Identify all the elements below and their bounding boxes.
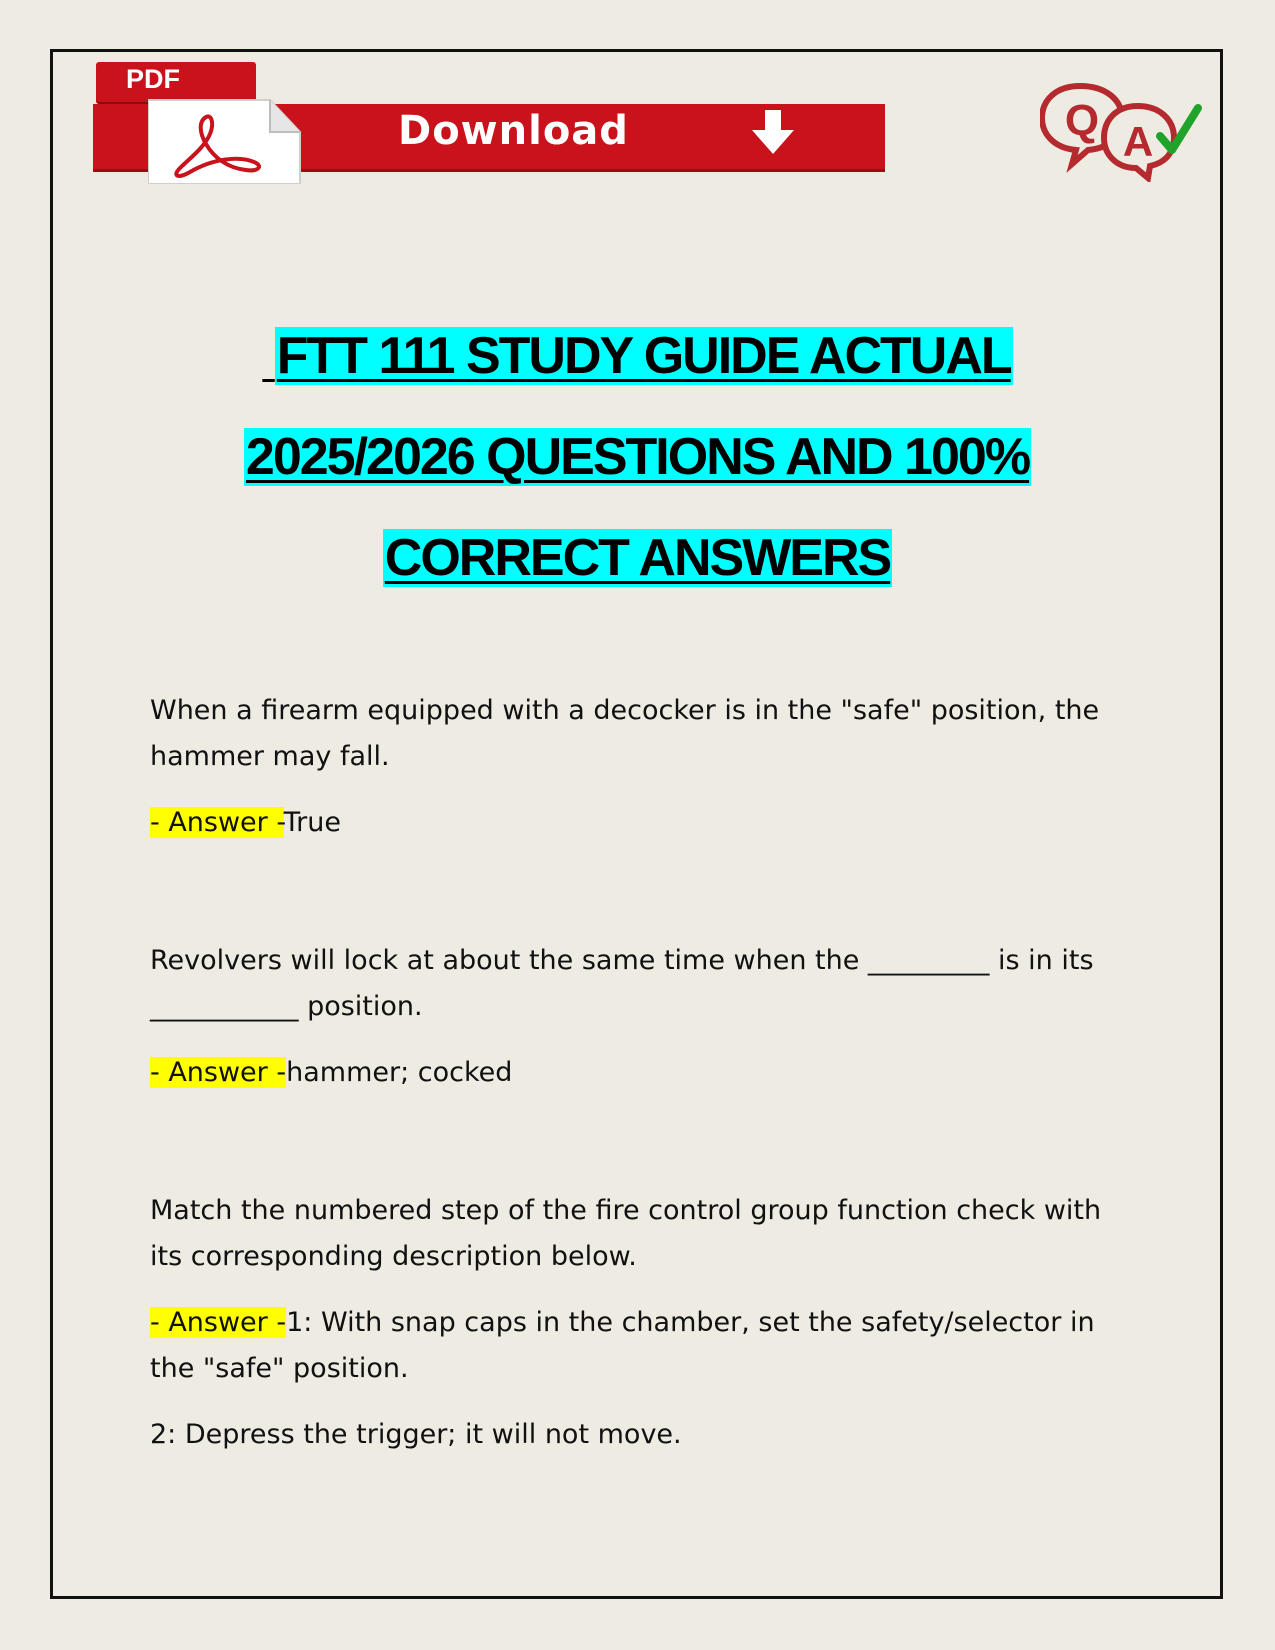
question-text: When a firearm equipped with a decocker is in the "safe" position, the hammer may fall. (150, 695, 1100, 772)
answer-text: 1: With snap caps in the chamber, set the safety/selector in the "safe" position. (150, 1307, 1095, 1384)
answer-line (150, 800, 1130, 846)
title-line-1-text: FTT 111 STUDY GUIDE ACTUAL (276, 327, 1011, 385)
pdf-document-icon (148, 62, 308, 184)
title-line-3 (0, 508, 1275, 609)
document-title (0, 306, 1275, 609)
title-line-2-text: 2025/2026 QUESTIONS AND 100% (245, 428, 1030, 486)
qa-logo-a: A (1122, 118, 1154, 165)
answer-line (150, 1050, 1130, 1096)
qa-logo-q: Q (1064, 96, 1100, 145)
down-arrow-icon (752, 110, 794, 154)
download-label: Download (398, 108, 629, 154)
answer-prefix: - Answer - (150, 1057, 287, 1088)
pdf-tab-label: PDF (126, 64, 180, 94)
answer-continuation: 2: Depress the trigger; it will not move. (150, 1419, 682, 1450)
qa-item (150, 938, 1130, 1096)
question-text: Revolvers will lock at about the same time when the _________ is in its ___________ position. (150, 945, 1094, 1022)
answer-prefix: - Answer - (150, 1307, 287, 1338)
title-line-2 (0, 407, 1275, 508)
answer-text: True (283, 807, 341, 838)
answer-prefix: - Answer - (150, 807, 284, 838)
question-text: Match the numbered step of the fire control group function check with its corresponding description below. (150, 1195, 1102, 1272)
qa-item (150, 1188, 1130, 1458)
title-line-1 (0, 306, 1275, 407)
answer-text: hammer; cocked (286, 1057, 513, 1088)
answer-line (150, 1300, 1130, 1392)
qa-item (150, 688, 1130, 846)
title-line-3-text: CORRECT ANSWERS (384, 529, 891, 587)
qa-check-logo-icon (1040, 78, 1210, 182)
